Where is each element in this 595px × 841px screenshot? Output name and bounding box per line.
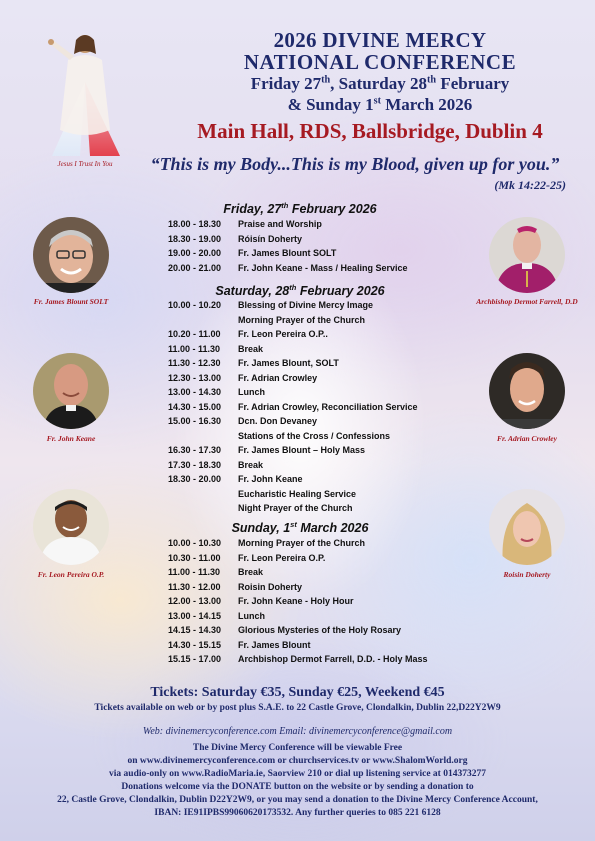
schedule-item: Fr. Leon Pereira O.P.. <box>238 329 328 339</box>
schedule-item: Break <box>238 459 264 470</box>
schedule-time: 14.30 - 15.15 <box>168 639 222 650</box>
schedule-row <box>168 344 448 355</box>
schedule-row <box>168 640 448 651</box>
caption-farrell: Archbishop Dermot Farrell, D.D <box>476 297 578 306</box>
schedule-item: Break <box>238 343 264 354</box>
caption-keane: Fr. John Keane <box>46 434 96 443</box>
schedule-item: Fr. Adrian Crowley <box>238 372 318 383</box>
schedule-row <box>168 567 448 578</box>
schedule-item: Glorious Mysteries of the Holy Rosary <box>238 625 402 635</box>
schedule-time: 13.00 - 14.15 <box>168 610 222 621</box>
schedule-row <box>168 431 448 442</box>
friday-heading-month: February 2026 <box>288 202 377 217</box>
schedule-time: 13.00 - 14.30 <box>168 387 222 397</box>
schedule-item: Fr. James Blount SOLT <box>238 248 337 258</box>
schedule-time: 11.00 - 11.30 <box>168 567 221 577</box>
conference-dates-line1 <box>190 74 570 94</box>
web-email-line: Web: divinemercyconference.com Email: divinemercyconference@gmail.com <box>142 726 453 737</box>
sunday-heading-sup: st <box>290 520 297 529</box>
schedule-time: 10.00 - 10.20 <box>168 300 222 310</box>
dates-march-text: March 2026 <box>381 95 473 114</box>
portrait-crowley-avatar-icon <box>489 353 565 429</box>
schedule-item: Fr. John Keane <box>238 474 303 484</box>
schedule-row <box>168 263 448 274</box>
sunday-heading-text: Sunday, 1 <box>231 521 291 536</box>
schedule-row <box>168 402 448 413</box>
venue: Main Hall, RDS, Ballsbridge, Dublin 4 <box>197 119 543 143</box>
divine-mercy-caption: Jesus I Trust In You <box>57 160 113 168</box>
portrait-doherty-avatar-icon <box>489 489 565 565</box>
schedule-row <box>168 503 448 514</box>
schedule-row <box>168 416 448 427</box>
scripture-reference: (Mk 14:22-25) <box>494 178 566 192</box>
footer-line-2: on www.divinemercyconference.com or churchservices.tv or www.ShalomWorld.org <box>127 756 468 766</box>
friday-heading-sup: th <box>281 201 289 210</box>
schedule-item: Fr. John Keane - Mass / Healing Service <box>238 262 408 273</box>
ticket-prices: Tickets: Saturday €35, Sunday €25, Weekend €45 <box>150 685 445 700</box>
schedule-row <box>168 373 448 384</box>
schedule-time: 12.00 - 13.00 <box>168 596 222 606</box>
schedule-time: 16.30 - 17.30 <box>168 445 222 455</box>
schedule-time: 20.00 - 21.00 <box>168 262 222 273</box>
schedule-item: Night Prayer of the Church <box>238 503 353 513</box>
schedule-item: Fr. Adrian Crowley, Reconciliation Service <box>238 401 418 412</box>
dates-fri-text: Friday 27 <box>250 74 322 93</box>
schedule-time: 12.30 - 13.00 <box>168 372 222 383</box>
schedule-item: Dcn. Don Devaney <box>238 416 318 426</box>
schedule-row <box>168 329 448 340</box>
schedule-item: Blessing of Divine Mercy Image <box>238 300 374 310</box>
conference-title-line2: NATIONAL CONFERENCE <box>243 50 517 74</box>
schedule-time: 10.00 - 10.30 <box>168 538 222 548</box>
day-heading-sunday <box>165 520 435 535</box>
saturday-heading-month: February 2026 <box>296 284 385 299</box>
schedule-row <box>168 315 448 326</box>
schedule-item: Morning Prayer of the Church <box>238 314 366 325</box>
schedule-time: 19.00 - 20.00 <box>168 248 222 258</box>
schedule-time: 18.30 - 19.00 <box>168 233 222 244</box>
schedule-time: 15.00 - 16.30 <box>168 416 222 426</box>
footer-line-1: The Divine Mercy Conference will be viewable Free <box>192 743 403 753</box>
schedule-time: 15.15 - 17.00 <box>168 654 222 664</box>
schedule-item: Fr. James Blount – Holy Mass <box>238 445 366 455</box>
schedule-time: 14.30 - 15.00 <box>168 401 222 412</box>
dates-sun-text: & Sunday 1 <box>287 95 374 114</box>
schedule-item: Fr. John Keane - Holy Hour <box>238 596 354 606</box>
schedule-row <box>168 358 448 369</box>
schedule-item: Fr. Leon Pereira O.P. <box>238 552 326 563</box>
schedule-row <box>168 474 448 485</box>
schedule-row <box>168 553 448 564</box>
footer-line-3: via audio-only on www.RadioMaria.ie, Saorview 210 or dial up listening service at 014373277 <box>109 769 486 779</box>
scripture-quote: “This is my Body...This is my Blood, given up for you.” <box>150 154 560 174</box>
footer-line-5: 22, Castle Grove, Clondalkin, Dublin D22Y2W9, or you may send a donation to the Divine Mercy Conference Account, <box>57 795 538 805</box>
schedule-row <box>168 611 448 622</box>
schedule-row <box>168 387 448 398</box>
schedule-time: 17.30 - 18.30 <box>168 459 222 470</box>
schedule-time: 14.15 - 14.30 <box>168 625 222 635</box>
dates-sat-sup: th <box>427 74 437 86</box>
schedule-row <box>168 445 448 456</box>
portrait-pereira <box>33 489 109 565</box>
schedule-row <box>168 582 448 593</box>
saturday-heading-text: Saturday, 28 <box>215 284 290 299</box>
footer-line-6: IBAN: IE91IPBS99060620173532. Any further queries to 085 221 6128 <box>154 808 441 818</box>
schedule-row <box>168 248 448 259</box>
schedule-item: Roisin Doherty <box>238 581 303 592</box>
schedule-row <box>168 654 448 665</box>
schedule-row <box>168 460 448 471</box>
portrait-keane-avatar-icon <box>33 353 109 429</box>
schedule-time: 11.00 - 11.30 <box>168 343 221 354</box>
schedule-time: 10.30 - 11.00 <box>168 552 221 563</box>
schedule-item: Fr. James Blount <box>238 639 311 650</box>
schedule-item: Róisín Doherty <box>238 233 303 244</box>
dates-feb-text: February <box>436 74 510 93</box>
schedule-row <box>168 625 448 636</box>
schedule-row <box>168 234 448 245</box>
schedule-item: Morning Prayer of the Church <box>238 538 366 548</box>
schedule-row <box>168 489 448 500</box>
schedule-row <box>168 596 448 607</box>
conference-dates-line2 <box>190 95 570 115</box>
portrait-farrell <box>489 217 565 293</box>
portrait-blount <box>33 217 109 293</box>
schedule-item: Praise and Worship <box>238 219 322 229</box>
portrait-doherty <box>489 489 565 565</box>
schedule-time: 11.30 - 12.30 <box>168 358 221 368</box>
dates-sun-sup: st <box>373 95 382 107</box>
schedule-item: Eucharistic Healing Service <box>238 488 357 499</box>
schedule-item: Lunch <box>238 387 265 397</box>
portrait-pereira-avatar-icon <box>33 489 109 565</box>
schedule-time: 18.00 - 18.30 <box>168 219 222 229</box>
schedule-item: Fr. James Blount, SOLT <box>238 358 339 368</box>
portrait-farrell-avatar-icon <box>489 217 565 293</box>
schedule-time: 11.30 - 12.00 <box>168 581 221 592</box>
schedule-item: Archbishop Dermot Farrell, D.D. - Holy Mass <box>238 654 428 664</box>
footer-line-4: Donations welcome via the DONATE button on the website or by sending a donation to <box>121 782 474 792</box>
dates-fri-sup: th <box>321 74 331 86</box>
friday-heading-text: Friday, 27 <box>223 202 282 217</box>
sunday-heading-month: March 2026 <box>296 521 369 536</box>
portrait-crowley <box>489 353 565 429</box>
conference-title-line1: 2026 DIVINE MERCY <box>273 28 487 52</box>
portrait-keane <box>33 353 109 429</box>
ticket-info: Tickets available on web or by post plus S.A.E. to 22 Castle Grove, Clondalkin, Dublin 22,D22Y2W9 <box>94 703 501 713</box>
caption-crowley: Fr. Adrian Crowley <box>497 434 557 443</box>
dates-sat-text: , Saturday 28 <box>330 74 427 93</box>
schedule-item: Stations of the Cross / Confessions <box>238 430 391 441</box>
schedule-row <box>168 219 448 230</box>
day-heading-saturday <box>165 283 435 298</box>
schedule-time: 18.30 - 20.00 <box>168 474 222 484</box>
schedule-item: Break <box>238 567 264 577</box>
schedule-time: 10.20 - 11.00 <box>168 329 221 339</box>
caption-blount: Fr. James Blount SOLT <box>33 297 109 306</box>
saturday-heading-sup: th <box>289 283 297 292</box>
divine-mercy-image <box>38 30 132 156</box>
portrait-blount-avatar-icon <box>33 217 109 293</box>
caption-pereira: Fr. Leon Pereira O.P. <box>37 570 105 579</box>
schedule-row <box>168 538 448 549</box>
day-heading-friday <box>165 201 435 216</box>
caption-doherty: Roisin Doherty <box>503 570 551 579</box>
schedule-item: Lunch <box>238 610 265 621</box>
schedule-row <box>168 300 448 311</box>
